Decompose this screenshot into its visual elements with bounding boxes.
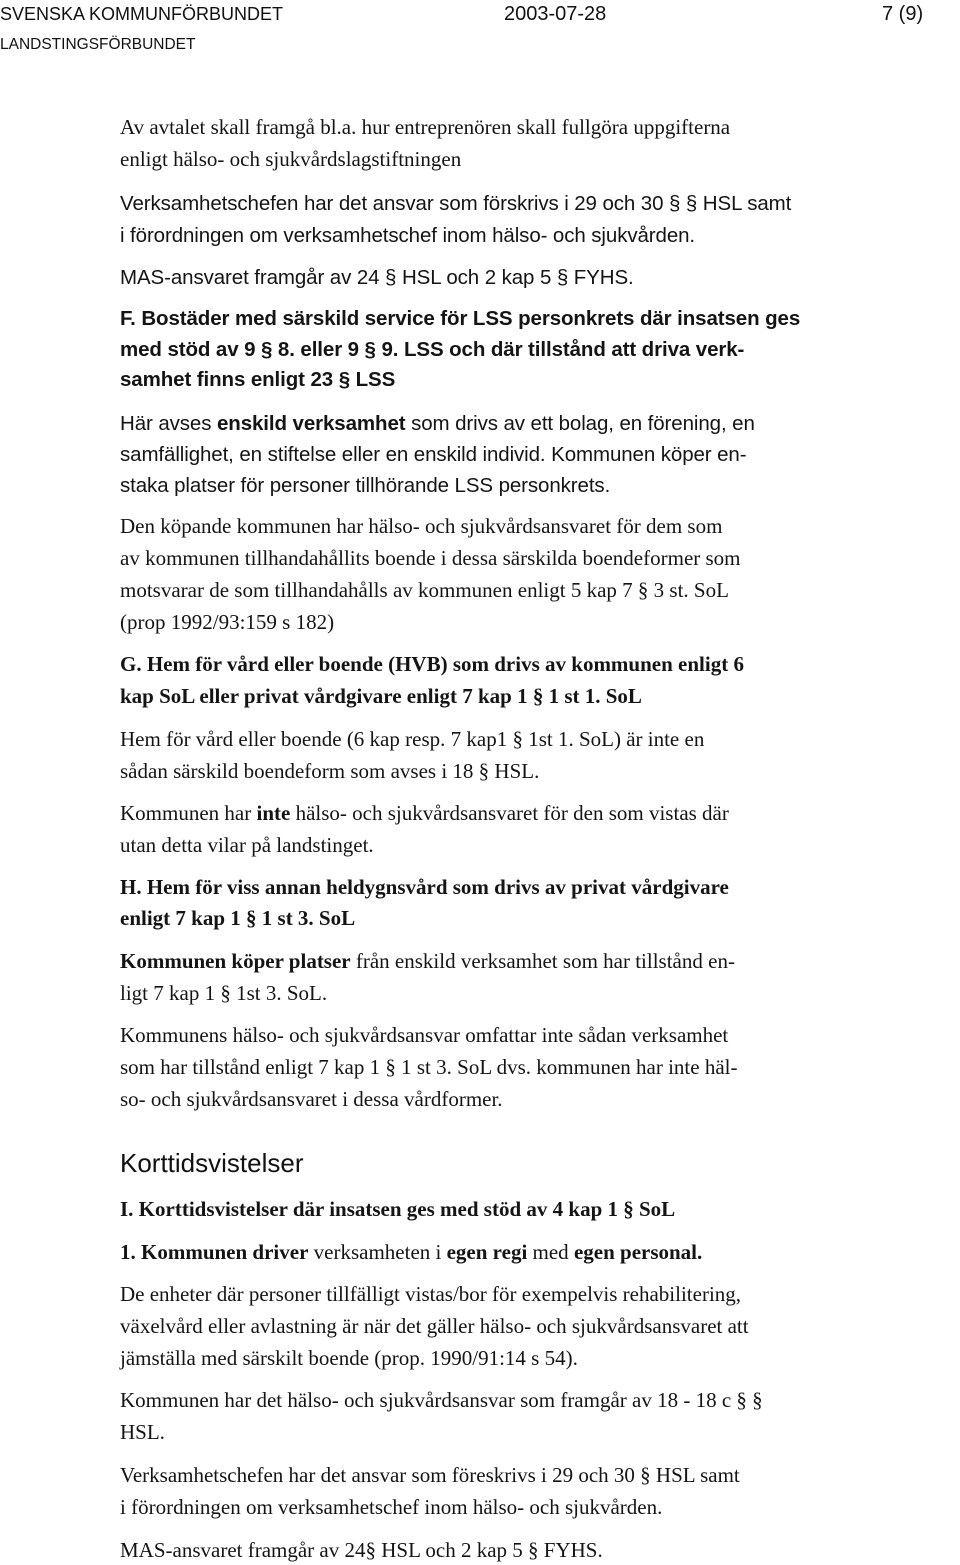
text-line: utan detta vilar på landstinget. [120, 833, 374, 857]
emphasis-text: egen regi [446, 1240, 528, 1264]
emphasis-text: Kommunen köper platser [120, 949, 351, 973]
text-segment: som drivs av ett bolag, en förening, en [405, 412, 755, 435]
text-line: Hem för vård eller boende (6 kap resp. 7 kap1 § 1st 1. SoL) är inte en [120, 727, 705, 751]
text-line: MAS-ansvaret framgår av 24 § HSL och 2 kap 5 § FYHS. [120, 266, 634, 289]
section-heading-h: H. Hem för viss annan heldygnsvård som drivs av privat vårdgivare [120, 875, 729, 899]
text-line [120, 951, 735, 972]
text-line: Den köpande kommunen har hälso- och sjukvårdsansvaret för dem som [120, 514, 723, 538]
text-line: so- och sjukvårdsansvaret i dessa vårdformer. [120, 1087, 503, 1111]
section-heading-h: enligt 7 kap 1 § 1 st 3. SoL [120, 906, 356, 930]
text-line: De enheter där personer tillfälligt vistas/bor för exempelvis rehabilitering, [120, 1282, 742, 1306]
text-segment: från enskild verksamhet som har tillstånd en- [350, 949, 735, 973]
text-line: Verksamhetschefen har det ansvar som föreskrivs i 29 och 30 § HSL samt [120, 1463, 740, 1487]
text-line: motsvarar de som tillhandahålls av kommunen enligt 5 kap 7 § 3 st. SoL [120, 578, 729, 602]
emphasis-text: egen personal. [573, 1240, 703, 1264]
text-line: i förordningen om verksamhetschef inom hälso- och sjukvården. [120, 224, 696, 247]
page-heading: Korttidsvistelser [120, 1148, 304, 1178]
text-line [120, 414, 755, 435]
section-heading-f: med stöd av 9 § 8. eller 9 § 9. LSS och där tillstånd att driva verk- [120, 338, 745, 361]
text-segment: Kommunen har [120, 801, 257, 825]
text-line: samfällighet, en stiftelse eller en enskild individ. Kommunen köper en- [120, 443, 747, 466]
section-heading-g: kap SoL eller privat vårdgivare enligt 7 kap 1 § 1 st 1. SoL [120, 684, 642, 708]
text-line: Verksamhetschefen har det ansvar som förskrivs i 29 och 30 § § HSL samt [120, 192, 792, 215]
text-line: i förordningen om verksamhetschef inom hälso- och sjukvården. [120, 1495, 663, 1519]
text-line: MAS-ansvaret framgår av 24§ HSL och 2 kap 5 § FYHS. [120, 1538, 603, 1562]
section-heading-f: F. Bostäder med särskild service för LSS personkrets där insatsen ges [120, 307, 801, 330]
text-line: sådan särskild boendeform som avses i 18 § HSL. [120, 759, 540, 783]
org-name-line2: LANDSTINGSFÖRBUNDET [0, 36, 196, 53]
text-line: (prop 1992/93:159 s 182) [120, 610, 335, 634]
text-segment: verksamheten i [308, 1240, 447, 1264]
text-line: jämställa med särskilt boende (prop. 1990/91:14 s 54). [120, 1346, 578, 1370]
emphasis-text: Kommunen driver [141, 1240, 309, 1264]
text-segment: med [527, 1240, 574, 1264]
org-name-line1: SVENSKA KOMMUNFÖRBUNDET [0, 4, 284, 24]
section-heading-g: G. Hem för vård eller boende (HVB) som drivs av kommunen enligt 6 [120, 652, 744, 676]
text-line [120, 803, 729, 824]
text-line: växelvård eller avlastning är när det gäller hälso- och sjukvårdsansvaret att [120, 1314, 749, 1338]
text-line: staka platser för personer tillhörande LSS personkrets. [120, 474, 611, 497]
emphasis-text: inte [256, 801, 291, 825]
document-date: 2003-07-28 [504, 3, 607, 25]
text-segment: Här avses [120, 412, 217, 435]
text-line: ligt 7 kap 1 § 1st 3. SoL. [120, 981, 328, 1005]
text-line: som har tillstånd enligt 7 kap 1 § 1 st 3. SoL dvs. kommunen har inte häl- [120, 1055, 738, 1079]
list-number: 1. [120, 1240, 141, 1264]
text-line: Kommunen har det hälso- och sjukvårdsansvar som framgår av 18 - 18 c § § [120, 1388, 763, 1412]
text-line: enligt hälso- och sjukvårdslagstiftningen [120, 147, 462, 171]
text-line: Kommunens hälso- och sjukvårdsansvar omfattar inte sådan verksamhet [120, 1023, 729, 1047]
text-line [120, 1242, 702, 1263]
section-heading-f: samhet finns enligt 23 § LSS [120, 368, 396, 391]
text-line: Av avtalet skall framgå bl.a. hur entreprenören skall fullgöra uppgifterna [120, 115, 731, 139]
text-line: av kommunen tillhandahållits boende i dessa särskilda boendeformer som [120, 546, 741, 570]
section-heading-i: I. Korttidsvistelser där insatsen ges med stöd av 4 kap 1 § SoL [120, 1197, 676, 1221]
text-line: HSL. [120, 1420, 165, 1444]
emphasis-text: enskild verksamhet [216, 412, 406, 435]
text-segment: hälso- och sjukvårdsansvaret för den som vistas där [290, 801, 729, 825]
page-number: 7 (9) [882, 3, 924, 25]
